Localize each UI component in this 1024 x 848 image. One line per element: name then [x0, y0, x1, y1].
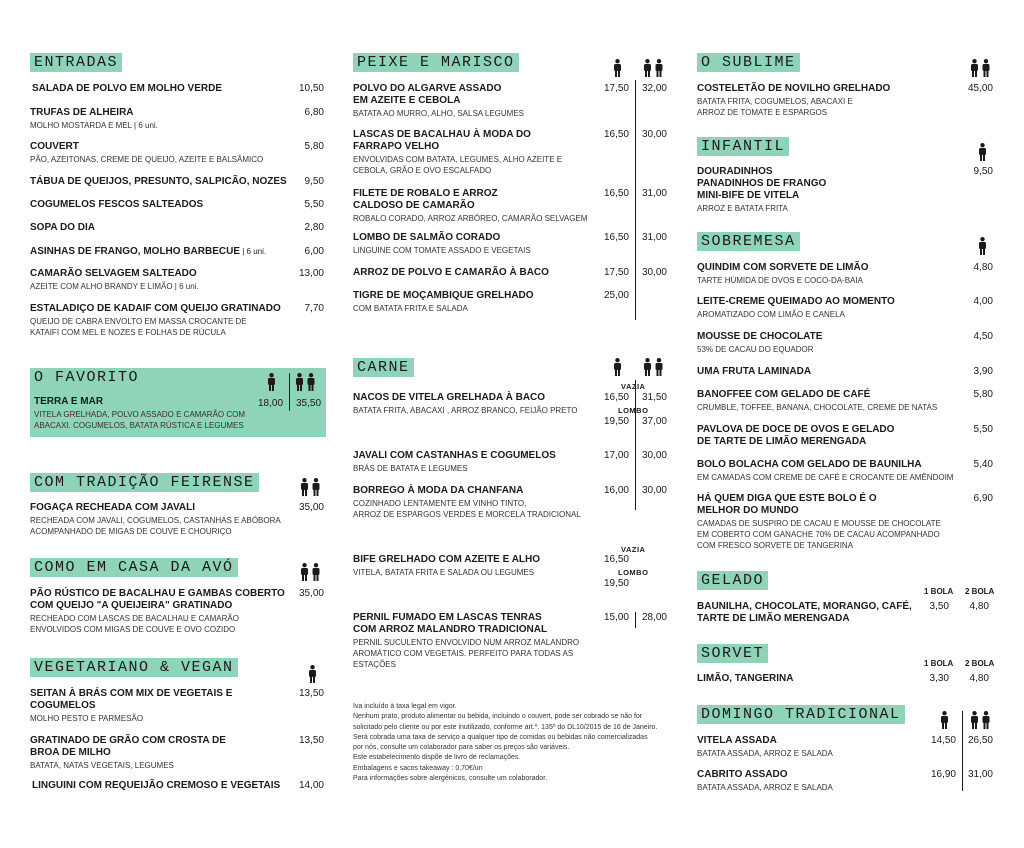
- item-price-vazia-1: 16,50: [603, 392, 629, 403]
- section-header-tradicao: COM TRADIÇÃO FEIRENSE: [30, 473, 259, 492]
- item-name: PERNIL FUMADO EM LASCAS TENRAS COM ARROZ MALANDRO TRADICIONAL: [353, 612, 548, 635]
- item-price-1: 3,30: [929, 673, 949, 684]
- item-price-lombo-1: 19,50: [603, 416, 629, 427]
- item-desc: PÃO, AZEITONAS, CREME DE QUEIJO, AZEITE E BALSÂMICO: [30, 155, 264, 164]
- person-icon: [308, 665, 317, 683]
- two-people-icon: [970, 711, 991, 729]
- label-vazia: VAZIA: [621, 545, 646, 554]
- item-desc: QUEIJO DE CABRA ENVOLTO EM MASSA CROCANTE DE KATAIFI COM MEL E NOZES E FOLHAS DE RÚCULA: [30, 317, 247, 337]
- item-price: 7,70: [304, 303, 324, 314]
- item-price-2: 28,00: [641, 612, 667, 623]
- menu-item: [697, 493, 997, 551]
- item-desc: AZEITE COM ALHO BRANDY E LIMÃO | 6 uni.: [30, 282, 199, 291]
- section-header-sobremesa: SOBREMESA: [697, 232, 800, 251]
- item-name: MOUSSE DE CHOCOLATE: [697, 331, 823, 342]
- menu-item: [697, 262, 997, 286]
- item-name: BOLO BOLACHA COM GELADO DE BAUNILHA: [697, 459, 922, 470]
- person-icon: [978, 143, 987, 161]
- menu-item: [697, 424, 997, 448]
- divider: [289, 373, 290, 411]
- section-header-sorvet: SORVET: [697, 644, 768, 663]
- item-price: 4,50: [973, 331, 993, 342]
- item-price-2: 4,80: [969, 601, 989, 612]
- menu-item: [30, 303, 326, 338]
- item-price-lombo: 19,50: [603, 578, 629, 589]
- person-icon: [267, 373, 276, 391]
- item-name: ASINHAS DE FRANGO, MOLHO BARBECUE: [30, 246, 241, 257]
- menu-item: [353, 485, 671, 520]
- item-price: 35,00: [298, 502, 324, 513]
- item-desc: CRUMBLE, TOFFEE, BANANA, CHOCOLATE, CREME DE NATAS: [697, 403, 938, 412]
- item-price: 6,90: [973, 493, 993, 504]
- menu-item: [30, 222, 326, 234]
- item-price-1: 16,00: [603, 485, 629, 496]
- item-price: 10,50: [298, 83, 324, 94]
- item-desc: BATATA, NATAS VEGETAIS, LEGUMES: [30, 761, 174, 770]
- section-header-avo: COMO EM CASA DA AVÓ: [30, 558, 238, 577]
- item-name: BORREGO À MODA DA CHANFANA: [353, 485, 524, 496]
- menu-item: [697, 735, 997, 759]
- item-name: DOURADINHOS PANADINHOS DE FRANGO MINI-BIFE DE VITELA: [697, 166, 827, 201]
- column-label-2-bola: 2 BOLA: [965, 659, 995, 668]
- item-price: 5,80: [304, 141, 324, 152]
- menu-item: [697, 601, 997, 625]
- menu-item: [353, 232, 671, 256]
- item-price-2: 31,00: [641, 188, 667, 199]
- item-name: FOGAÇA RECHEADA COM JAVALI: [30, 502, 195, 513]
- item-desc: CAMADAS DE SUSPIRO DE CACAU E MOUSSE DE CHOCOLATE EM COBERTO COM GANACHE 70% DE CACAU ACOMPANHADO COM FRESCO SORVETE DE TANGERINA: [697, 519, 941, 550]
- item-price-vazia-2: 31,50: [641, 392, 667, 403]
- item-price-1: 17,50: [603, 83, 629, 94]
- item-desc: BATATA ASSADA, ARROZ E SALADA: [697, 783, 833, 792]
- item-price-2: 31,00: [641, 232, 667, 243]
- item-name: LIMÃO, TANGERINA: [697, 673, 794, 684]
- item-price-1: 16,50: [603, 232, 629, 243]
- item-name: SOPA DO DIA: [30, 222, 96, 233]
- item-name: VITELA ASSADA: [697, 735, 777, 746]
- item-desc: MOLHO MOSTARDA E MEL | 6 uni.: [30, 121, 158, 130]
- item-desc: BATATA FRITA, COGUMELOS, ABACAXI E ARROZ DE TOMATE E ESPARGOS: [697, 97, 853, 117]
- item-price: 9,50: [973, 166, 993, 177]
- item-name: HÁ QUEM DIGA QUE ESTE BOLO É O MELHOR DO MUNDO: [697, 493, 877, 516]
- item-name: QUINDIM COM SORVETE DE LIMÃO: [697, 262, 869, 273]
- item-name: JAVALI COM CASTANHAS E COGUMELOS: [353, 450, 556, 461]
- item-price: 6,80: [304, 107, 324, 118]
- item-name: POLVO DO ALGARVE ASSADO EM AZEITE E CEBOLA: [353, 83, 502, 106]
- item-price: 6,00: [304, 246, 324, 257]
- item-name: BAUNILHA, CHOCOLATE, MORANGO, CAFÉ, TARTE DE LIMÃO MERENGADA: [697, 601, 912, 624]
- item-price-1: 16,90: [930, 769, 956, 780]
- menu-item: [30, 268, 326, 292]
- menu-item: [697, 83, 997, 118]
- item-price: 5,80: [973, 389, 993, 400]
- item-price-2: 30,00: [641, 450, 667, 461]
- item-desc: ENVOLVIDAS COM BATATA, LEGUMES, ALHO AZEITE E CEBOLA, GRÃO E OVO ESCALFADO: [353, 155, 563, 175]
- item-name: LASCAS DE BACALHAU À MODA DO FARRAPO VELHO: [353, 129, 531, 152]
- legal-notes: Iva incluído à taxa legal em vigor. Nenhum prato, produto alimentar ou bebida, incluindo o couvert, pode ser cobrado se não for solicitado pelo cliente ou por este inutilizado, conforme art.º. 135º do DL10/2015 de 16 de Janeiro. Será cobrada uma taxa de serviço a qualquer tipo de comidas ou bebidas não comercializadas por nós, consulte um colaborador para saber os preços são variáveis. Este estabelecimento dispõe de livro de reclamações. Embalagens e sacos takeaway : 0,70€/un Para informações sobre alergénicos, consulte um colaborador.: [353, 703, 658, 783]
- menu-item: [30, 502, 326, 537]
- menu-item: [697, 459, 997, 483]
- section-header-peixe: PEIXE E MARISCO: [353, 53, 519, 72]
- item-name: TIGRE DE MOÇAMBIQUE GRELHADO: [353, 290, 534, 301]
- item-name: CAMARÃO SELVAGEM SALTEADO: [30, 268, 197, 279]
- item-price-1: 14,50: [930, 735, 956, 746]
- person-icon: [940, 711, 949, 729]
- item-price-2: 35,50: [296, 398, 322, 409]
- menu-item: [30, 83, 326, 95]
- label-vazia: VAZIA: [621, 382, 646, 391]
- item-price-2: 30,00: [641, 267, 667, 278]
- item-name: SALADA DE POLVO EM MOLHO VERDE: [32, 83, 223, 94]
- item-price-2: 26,50: [967, 735, 993, 746]
- item-name: LOMBO DE SALMÃO CORADO: [353, 232, 501, 243]
- item-name: LEITE-CREME QUEIMADO AO MOMENTO: [697, 296, 895, 307]
- menu-item: [30, 107, 326, 131]
- item-price-2: 4,80: [969, 673, 989, 684]
- item-unit: | 6 uni.: [240, 247, 267, 256]
- menu-item: [353, 267, 671, 279]
- item-desc: COM BATATA FRITA E SALADA: [353, 304, 468, 313]
- item-price-1: 18,00: [258, 398, 284, 409]
- menu-item: [353, 129, 671, 176]
- menu-item: [697, 166, 997, 214]
- column-label-1-bola: 1 BOLA: [924, 587, 954, 596]
- menu-item: [30, 199, 326, 211]
- item-price: 3,90: [973, 366, 993, 377]
- item-name: GRATINADO DE GRÃO COM CROSTA DE BROA DE MILHO: [30, 735, 226, 758]
- item-desc: COZINHADO LENTAMENTE EM VINHO TINTO, ARROZ DE ESPARGOS VERDES E MORCELA TRADICIONAL: [353, 499, 581, 519]
- item-price-lombo-2: 37,00: [641, 416, 667, 427]
- section-header-vegan: VEGETARIANO & VEGAN: [30, 658, 238, 677]
- item-desc: BRÁS DE BATATA E LEGUMES: [353, 464, 468, 473]
- section-header-infantil: INFANTIL: [697, 137, 789, 156]
- item-desc: AROMATIZADO COM LIMÃO E CANELA: [697, 310, 845, 319]
- menu-item: [353, 612, 671, 670]
- item-price-2: 31,00: [967, 769, 993, 780]
- item-desc: BATATA FRITA, ABACAXI , ARROZ BRANCO, FEIJÃO PRETO: [353, 406, 578, 415]
- item-price-1: 17,50: [603, 267, 629, 278]
- item-desc: EM CAMADAS COM CREME DE CAFÉ E CROCANTE DE AMÊNDOIM: [697, 473, 954, 482]
- item-name: COSTELETÃO DE NOVILHO GRELHADO: [697, 83, 891, 94]
- column-label-1-bola: 1 BOLA: [924, 659, 954, 668]
- label-lombo: LOMBO: [618, 406, 649, 415]
- item-price-1: 25,00: [603, 290, 629, 301]
- item-name: TÁBUA DE QUEIJOS, PRESUNTO, SALPICÃO, NOZES: [30, 176, 287, 187]
- menu-item: [353, 290, 671, 314]
- two-people-icon: [300, 563, 321, 581]
- person-icon: [613, 358, 622, 376]
- menu-item: [697, 366, 997, 378]
- item-name: FILETE DE ROBALO E ARROZ CALDOSO DE CAMARÃO: [353, 188, 498, 211]
- item-desc: RECHEADO COM LASCAS DE BACALHAU E CAMARÃO ENVOLVIDOS COM MIGAS DE COUVE E OVO COZIDO: [30, 614, 239, 634]
- person-icon: [613, 59, 622, 77]
- item-desc: RECHEADA COM JAVALI, COGUMELOS, CASTANHAS E ABÓBORA ACOMPANHADO DE MIGAS DE COUVE E CHOURIÇO: [30, 516, 281, 536]
- item-price-1: 16,50: [603, 188, 629, 199]
- menu-item: [697, 769, 997, 793]
- item-name: BIFE GRELHADO COM AZEITE E ALHO: [353, 554, 541, 565]
- item-price: 13,50: [298, 735, 324, 746]
- item-name: LINGUINI COM REQUEIJÃO CREMOSO E VEGETAIS: [32, 780, 281, 791]
- item-desc: ROBALO CORADO, ARROZ ARBÓREO, CAMARÃO SELVAGEM: [353, 214, 588, 223]
- menu-item: [353, 450, 671, 474]
- item-name: NACOS DE VITELA GRELHADA À BACO: [353, 392, 546, 403]
- item-price: 4,00: [973, 296, 993, 307]
- menu-item: [30, 588, 326, 635]
- item-desc: VITELA GRELHADA, POLVO ASSADO E CAMARÃO COM ABACAXI. COGUMELOS, BATATA RÚSTICA E LEGUMES: [34, 410, 246, 430]
- section-header-sublime: O SUBLIME: [697, 53, 800, 72]
- item-price-1: 15,00: [603, 612, 629, 623]
- item-price: 35,00: [298, 588, 324, 599]
- column-label-2-bola: 2 BOLA: [965, 587, 995, 596]
- menu-item: [30, 141, 326, 165]
- two-people-icon: [643, 358, 664, 376]
- item-name: PAVLOVA DE DOCE DE OVOS E GELADO DE TARTE DE LIMÃO MERENGADA: [697, 424, 895, 447]
- item-price-1: 3,50: [929, 601, 949, 612]
- item-name: BANOFFEE COM GELADO DE CAFÉ: [697, 389, 871, 400]
- item-price: 5,50: [304, 199, 324, 210]
- item-price-1: 17,00: [603, 450, 629, 461]
- menu-item: [30, 246, 326, 258]
- item-price-vazia: 16,50: [603, 554, 629, 565]
- item-desc: VITELA, BATATA FRITA E SALADA OU LEGUMES: [353, 568, 535, 577]
- menu-item: [353, 554, 671, 589]
- two-people-icon: [643, 59, 664, 77]
- item-name: CABRITO ASSADO: [697, 769, 788, 780]
- item-price-1: 16,50: [603, 129, 629, 140]
- item-price: 9,50: [304, 176, 324, 187]
- item-price: 13,00: [298, 268, 324, 279]
- menu-item: [353, 392, 671, 427]
- item-name: ARROZ DE POLVO E CAMARÃO À BACO: [353, 267, 549, 278]
- label-lombo: LOMBO: [618, 568, 649, 577]
- item-price: 4,80: [973, 262, 993, 273]
- section-header-carne: CARNE: [353, 358, 414, 377]
- item-name: ESTALADIÇO DE KADAIF COM QUEIJO GRATINADO: [30, 303, 281, 314]
- favorito-box: [30, 368, 326, 437]
- item-desc: PERNIL SUCULENTO ENVOLVIDO NUM ARROZ MALANDRO AROMÁTICO COM VEGETAIS. PERFEITO PARA TODAS AS ESTAÇÕES: [353, 638, 580, 669]
- menu-item: [697, 296, 997, 320]
- menu-item: [353, 83, 671, 119]
- menu-item: [697, 673, 997, 685]
- item-desc: BATATA ASSADA, ARROZ E SALADA: [697, 749, 833, 758]
- item-name: SEITAN À BRÁS COM MIX DE VEGETAIS E COGUMELOS: [30, 688, 233, 711]
- item-name: COUVERT: [30, 141, 79, 152]
- menu-item: [697, 331, 997, 355]
- item-desc: LINGUINE COM TOMATE ASSADO E VEGETAIS: [353, 246, 531, 255]
- two-people-icon: [295, 373, 316, 391]
- menu-item: [30, 735, 326, 771]
- item-price: 5,40: [973, 459, 993, 470]
- person-icon: [978, 237, 987, 255]
- item-desc: BATATA AO MURRO, ALHO, SALSA LEGUMES: [353, 109, 525, 118]
- menu-item: [697, 389, 997, 413]
- item-desc: ARROZ E BATATA FRITA: [697, 204, 788, 213]
- item-name: TRUFAS DE ALHEIRA: [30, 107, 134, 118]
- two-people-icon: [300, 478, 321, 496]
- section-header-entradas: ENTRADAS: [30, 53, 122, 72]
- item-price-2: 32,00: [641, 83, 667, 94]
- item-price-2: 30,00: [641, 485, 667, 496]
- item-price: 45,00: [967, 83, 993, 94]
- item-price: 2,80: [304, 222, 324, 233]
- item-desc: 53% DE CACAU DO EQUADOR: [697, 345, 814, 354]
- section-header-gelado: GELADO: [697, 571, 768, 590]
- item-name: UMA FRUTA LAMINADA: [697, 366, 812, 377]
- menu-item: [30, 780, 326, 792]
- section-header-favorito: O FAVORITO: [34, 369, 140, 386]
- item-desc: MOLHO PESTO E PARMESÃO: [30, 714, 144, 723]
- two-people-icon: [970, 59, 991, 77]
- menu-item: [353, 188, 671, 224]
- section-header-domingo: DOMINGO TRADICIONAL: [697, 705, 905, 724]
- item-desc: TARTE HÚMIDA DE OVOS E COCO-DA-BAIA: [697, 276, 863, 285]
- item-price: 14,00: [298, 780, 324, 791]
- item-price: 13,50: [298, 688, 324, 699]
- item-price: 5,50: [973, 424, 993, 435]
- item-name: TERRA E MAR: [34, 396, 104, 407]
- menu-item: [30, 688, 326, 724]
- menu-item: [30, 176, 326, 188]
- item-name: PÃO RÚSTICO DE BACALHAU E GAMBAS COBERTO COM QUEIJO "A QUEIJEIRA" GRATINADO: [30, 588, 285, 611]
- item-price-2: 30,00: [641, 129, 667, 140]
- item-name: COGUMELOS FESCOS SALTEADOS: [30, 199, 204, 210]
